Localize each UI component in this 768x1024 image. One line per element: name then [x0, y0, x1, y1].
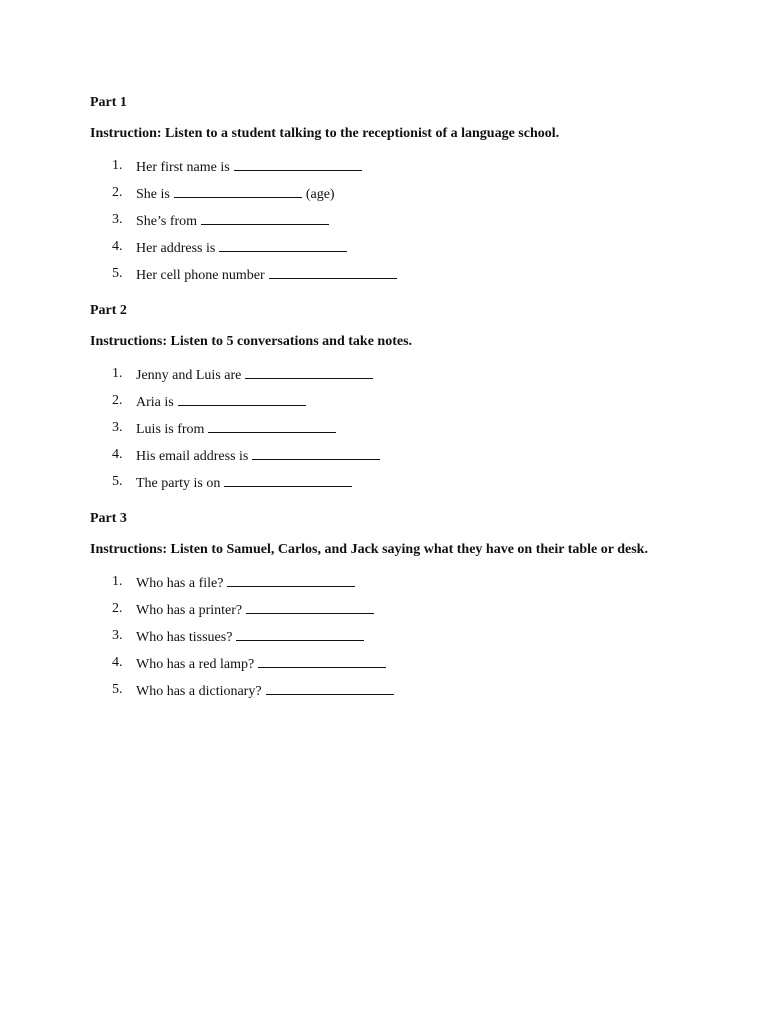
question-item [90, 653, 690, 680]
answer-blank[interactable] [201, 210, 329, 225]
question-number: 4. [112, 655, 123, 670]
question-text: She is [136, 187, 170, 202]
part-2-section [90, 302, 690, 499]
question-text: The party is on [136, 476, 221, 491]
question-number: 3. [112, 420, 123, 435]
answer-blank[interactable] [236, 626, 364, 641]
question-number: 2. [112, 185, 123, 200]
question-text: Her first name is [136, 160, 230, 175]
question-number: 2. [112, 601, 123, 616]
question-item [90, 364, 690, 391]
question-text: Her cell phone number [136, 268, 265, 283]
question-text: His email address is [136, 449, 249, 464]
question-item [90, 391, 690, 418]
question-item [90, 626, 690, 653]
question-text: Her address is [136, 241, 216, 256]
question-item [90, 418, 690, 445]
answer-blank[interactable] [269, 264, 397, 279]
question-item [90, 680, 690, 707]
question-item [90, 264, 690, 291]
part-3-section [90, 510, 690, 707]
question-number: 5. [112, 474, 123, 489]
answer-blank[interactable] [245, 364, 373, 379]
question-number: 1. [112, 366, 123, 381]
question-text: Jenny and Luis are [136, 368, 242, 383]
part-1-question-list [90, 156, 690, 291]
question-number: 5. [112, 682, 123, 697]
answer-blank[interactable] [208, 418, 336, 433]
question-text: Luis is from [136, 422, 205, 437]
part-1-instruction: Instruction: Listen to a student talking to the receptionist of a language school. [90, 126, 560, 141]
question-number: 3. [112, 628, 123, 643]
question-number: 4. [112, 447, 123, 462]
part-2-question-list [90, 364, 690, 499]
answer-blank[interactable] [246, 599, 374, 614]
question-number: 3. [112, 212, 123, 227]
question-number: 1. [112, 574, 123, 589]
answer-blank[interactable] [174, 183, 302, 198]
question-number: 5. [112, 266, 123, 281]
question-item [90, 156, 690, 183]
question-text: Who has a red lamp? [136, 657, 255, 672]
part-1-title: Part 1 [90, 95, 127, 110]
part-2-instruction: Instructions: Listen to 5 conversations and take notes. [90, 334, 413, 349]
part-3-instruction: Instructions: Listen to Samuel, Carlos, and Jack saying what they have on their table or desk. [90, 542, 648, 557]
question-item [90, 183, 690, 210]
answer-blank[interactable] [258, 653, 386, 668]
part-3-title: Part 3 [90, 511, 127, 526]
question-text: Who has tissues? [136, 630, 233, 645]
answer-blank[interactable] [252, 445, 380, 460]
question-number: 1. [112, 158, 123, 173]
answer-blank[interactable] [178, 391, 306, 406]
answer-blank[interactable] [224, 472, 352, 487]
answer-blank[interactable] [234, 156, 362, 171]
question-item [90, 237, 690, 264]
question-item [90, 572, 690, 599]
question-text: She’s from [136, 214, 198, 229]
question-text: Who has a printer? [136, 603, 243, 618]
answer-blank[interactable] [266, 680, 394, 695]
part-2-title: Part 2 [90, 303, 127, 318]
question-text: Who has a dictionary? [136, 684, 262, 699]
question-item [90, 472, 690, 499]
question-text: Who has a file? [136, 576, 224, 591]
question-text: Aria is [136, 395, 174, 410]
question-suffix: (age) [305, 187, 335, 202]
question-item [90, 445, 690, 472]
part-1-section [90, 94, 690, 291]
part-3-question-list [90, 572, 690, 707]
question-item [90, 599, 690, 626]
answer-blank[interactable] [227, 572, 355, 587]
answer-blank[interactable] [219, 237, 347, 252]
question-number: 4. [112, 239, 123, 254]
question-number: 2. [112, 393, 123, 408]
question-item [90, 210, 690, 237]
